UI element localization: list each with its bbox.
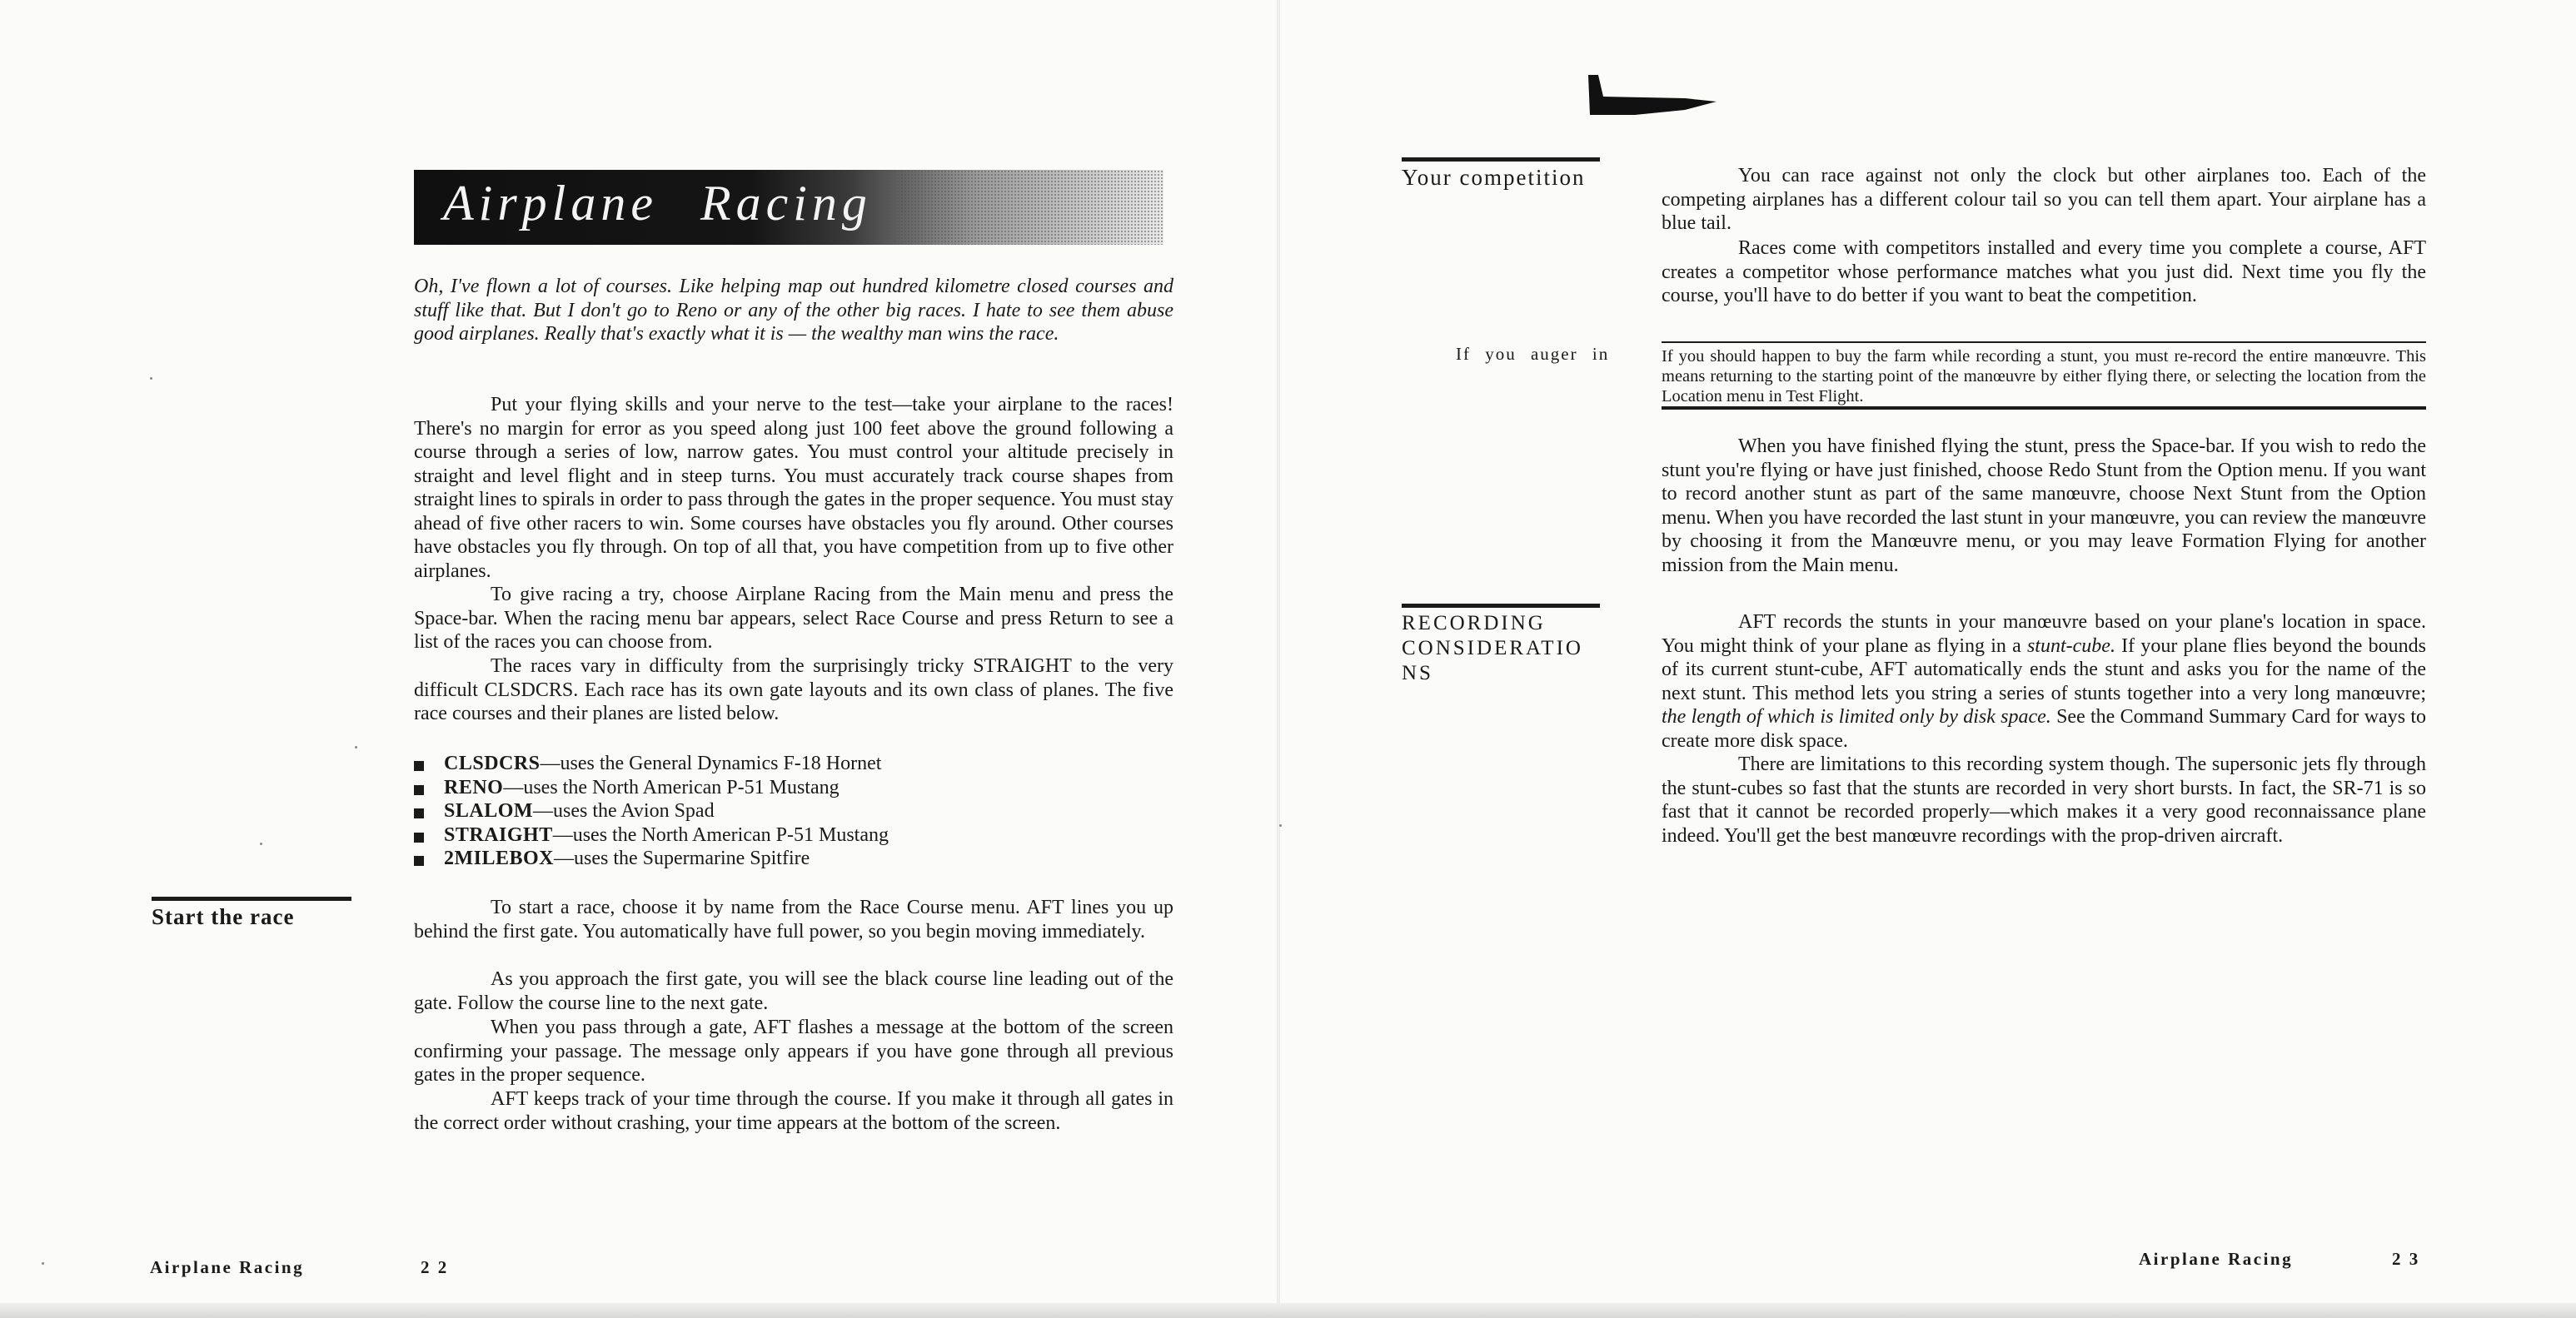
body-paragraph: When you pass through a gate, AFT flashes a message at the bottom of the screen confirming your passage. The message only appears if you have gone through all previous gates in the proper sequence.	[414, 1017, 1173, 1086]
intro-quote: Oh, I've flown a lot of courses. Like helping map out hundred kilometre closed courses and stuff like that. But I don't go to Reno or any of the other big races. I hate to see them abuse good airplanes. Really that's exactly what it is — the wealthy man wins the race.	[414, 276, 1173, 345]
body-paragraph: Races come with competitors installed and every time you complete a course, AFT creates a competitor whose performance matches what you just did. Next time you fly the course, you'll have to do better if you want to beat the competition.	[1662, 237, 2426, 306]
scan-speck	[1279, 824, 1282, 827]
list-item: SLALOM—uses the Avion Spad	[414, 799, 889, 823]
scan-speck	[355, 746, 357, 749]
body-paragraph: As you approach the first gate, you will see the black course line leading out of the gate. Follow the course line to the next gate.	[414, 968, 1173, 1014]
book-gutter	[1277, 0, 1280, 1318]
recording-heading: RECORDING CONSIDERATIO NS	[1402, 604, 1600, 686]
body-paragraph: AFT keeps track of your time through the course. If you make it through all gates in the correct order without crashing, your time appears at the bottom of the screen.	[414, 1088, 1173, 1134]
scan-speck	[260, 843, 262, 845]
body-paragraph: AFT records the stunts in your manœuvre based on your plane's location in space. You might think of your plane as flying in a stunt-cube. If your plane flies beyond the bounds of its current stunt-cube, AFT automatically ends the stunt and asks you for the name of the next stunt. This method lets you string a series of stunts together into a very long manœuvre; the length of which is limited only by disk space. See the Command Summary Card for ways to create more disk space.	[1662, 611, 2426, 752]
body-paragraph: You can race against not only the clock but other airplanes too. Each of the competing airplanes has a different colour tail so you can tell them apart. Your airplane has a blue tail.	[1662, 165, 2426, 234]
auger-in-label: If you auger in	[1456, 344, 1610, 364]
race-course-list	[414, 752, 889, 871]
running-footer: Airplane Racing	[2139, 1249, 2294, 1269]
scan-speck	[150, 377, 152, 380]
list-item: 2MILEBOX—uses the Supermarine Spitfire	[414, 847, 889, 871]
list-item: STRAIGHT—uses the North American P-51 Mustang	[414, 823, 889, 848]
scan-speck	[42, 1262, 44, 1265]
body-paragraph: The races vary in difficulty from the surprisingly tricky STRAIGHT to the very difficult CLSDCRS. Each race has its own gate layouts and its own class of planes. The five race courses and their planes are listed below.	[414, 655, 1173, 724]
page-number: 2 2	[421, 1257, 449, 1277]
start-race-heading: Start the race	[152, 897, 351, 929]
body-paragraph: Put your flying skills and your nerve to the test—take your airplane to the races! There's no margin for error as you speed along just 100 feet above the ground following a course through a series of low, narrow gates. You must control your altitude precisely in straight and level flight and in steep turns. You must accurately track course shapes from straight lines to spirals in order to pass through the gates in the proper sequence. You must stay ahead of five other racers to win. Some courses have obstacles you fly around. Other courses have obstacles you fly through. On top of all that, you have competition from up to five other airplanes.	[414, 394, 1173, 582]
body-paragraph: There are limitations to this recording system though. The supersonic jets fly through the stunt-cubes so fast that the stunts are recorded in very short bursts. In fact, the SR-71 is so fast that it cannot be recorded properly—which makes it a very good reconnaissance plane indeed. You'll get the best manœuvre recordings with the prop-driven aircraft.	[1662, 753, 2426, 847]
page-bottom-edge	[0, 1303, 2576, 1318]
list-item: RENO—uses the North American P-51 Mustang	[414, 776, 889, 800]
page-number: 2 3	[2392, 1249, 2420, 1269]
chapter-title: Airplane Racing	[443, 176, 872, 231]
body-paragraph: To start a race, choose it by name from the Race Course menu. AFT lines you up behind the first gate. You automatically have full power, so you begin moving immediately.	[414, 897, 1173, 942]
title-banner	[414, 170, 1163, 245]
body-paragraph: When you have finished flying the stunt, press the Space-bar. If you wish to redo the stunt you're flying or have just finished, choose Redo Stunt from the Option menu. If you want to record another stunt as part of the same manœuvre, choose Next Stunt from the Option menu. When you have recorded the last stunt in your manœuvre, you can review the manœuvre by choosing it from the Manœuvre menu, or you may leave Formation Flying for another mission from the Main menu.	[1662, 435, 2426, 576]
auger-in-note: If you should happen to buy the farm while recording a stunt, you must re-record the entire manœuvre. This means returning to the starting point of the manœuvre by either flying there, or selecting the location from the Location menu in Test Flight.	[1662, 341, 2426, 410]
airplane-silhouette-icon	[1585, 73, 1722, 122]
competition-heading: Your competition	[1402, 157, 1600, 190]
body-paragraph: To give racing a try, choose Airplane Racing from the Main menu and press the Space-bar. When the racing menu bar appears, select Race Course and press Return to see a list of the races you can choose from.	[414, 584, 1173, 653]
list-item: CLSDCRS—uses the General Dynamics F-18 Hornet	[414, 752, 889, 776]
running-footer: Airplane Racing	[150, 1257, 305, 1277]
